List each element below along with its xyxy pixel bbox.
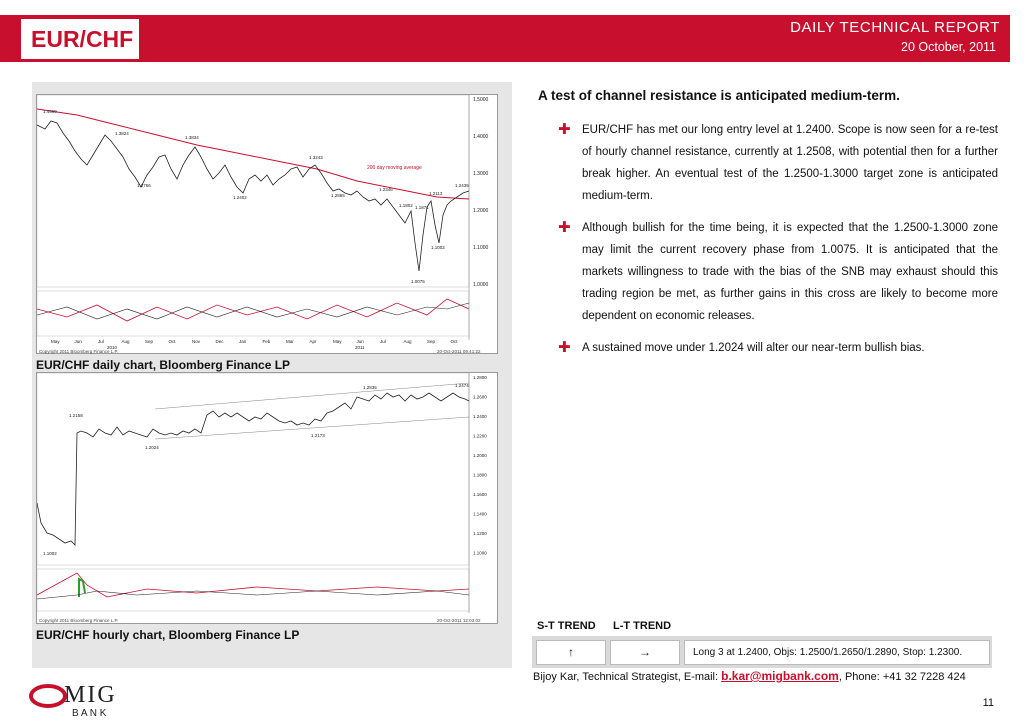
- daily-x-tick: Oct: [168, 339, 176, 344]
- daily-y-tick: 1.3000: [473, 171, 489, 177]
- daily-y-tick: 1.2000: [473, 208, 489, 214]
- report-date: 20 October, 2011: [901, 40, 996, 54]
- daily-y-tick: 1.0000: [473, 282, 489, 288]
- daily-annotation: 1.4569: [43, 109, 57, 114]
- lt-trend-right-arrow-icon: →: [610, 640, 680, 665]
- daily-annotation: 1.2402: [233, 195, 247, 200]
- hourly-chart-caption: EUR/CHF hourly chart, Bloomberg Finance LP: [36, 628, 300, 642]
- daily-chart-svg: [37, 95, 499, 355]
- daily-x-tick: Sep: [145, 339, 154, 344]
- hourly-y-tick: 1.2400: [473, 414, 487, 419]
- daily-annotation: 1.2346: [379, 187, 393, 192]
- logo-mig-text: MIG: [64, 682, 117, 708]
- lt-trend-label: L-T TREND: [613, 620, 672, 632]
- daily-x-tick: Jul: [98, 339, 104, 344]
- mig-bank-logo: [28, 676, 148, 720]
- daily-x-tick: Feb: [262, 339, 271, 344]
- mig-bank-logo-svg: [28, 676, 148, 720]
- daily-x-tick: Aug: [121, 339, 130, 344]
- daily-annotation: 1.1871: [415, 205, 429, 210]
- daily-annotation: 1.2113: [429, 191, 443, 196]
- hourly-y-tick: 1.1400: [473, 511, 487, 517]
- trade-recommendation: Long 3 at 1.2400, Objs: 1.2500/1.2650/1.2890, Stop: 1.2300.: [684, 640, 990, 665]
- bullet-text: Although bullish for the time being, it is expected that the 1.2500-1.3000 zone may limit the current recovery phase from 1.0075. It is anticipated that the markets willingness to trade with the bias of the SNB may exhaust should this trading region be met, as further gains in this cross are likely to become more dependent on economic releases.: [582, 222, 998, 322]
- hourly-annotation: 1.2024: [145, 445, 159, 450]
- daily-x-year: 2010: [107, 345, 118, 350]
- daily-chart: [36, 94, 498, 354]
- analysis-bullets: [558, 119, 998, 369]
- red-cross-icon: ✚: [558, 339, 571, 356]
- daily-annotation: 1.1802: [399, 203, 413, 208]
- daily-x-tick: May: [51, 339, 60, 344]
- daily-chart-caption: EUR/CHF daily chart, Bloomberg Finance LP: [36, 358, 291, 372]
- page-number: 11: [982, 697, 994, 709]
- st-trend-up-arrow-icon: ↑: [536, 640, 606, 665]
- daily-y-tick: 1.4000: [473, 134, 489, 140]
- hourly-annotation: 1.2173: [311, 433, 325, 438]
- hourly-copyright: Copyright 2011 Bloomberg Finance L.P.: [39, 618, 119, 623]
- hourly-annotation: 1.2474: [455, 383, 469, 388]
- daily-x-tick: Jun: [74, 339, 82, 344]
- hourly-y-tick: 1.2800: [473, 375, 487, 380]
- contact-email-link[interactable]: b.kar@migbank.com: [721, 669, 839, 683]
- currency-pair-title: EUR/CHF: [31, 26, 134, 52]
- hourly-y-tick: 1.2600: [473, 394, 487, 400]
- hourly-y-tick: 1.1600: [473, 492, 487, 497]
- hourly-annotation: 1.2158: [69, 413, 83, 418]
- daily-annotation: 1.2766: [137, 183, 151, 188]
- contact-prefix: Bijoy Kar, Technical Strategist, E-mail:: [533, 671, 722, 683]
- hourly-chart: [36, 372, 498, 624]
- daily-annotation: 1.3243: [309, 155, 323, 160]
- daily-y-tick: 1.1000: [473, 245, 489, 251]
- currency-pair-box: [20, 18, 140, 60]
- analysis-bullet: [558, 337, 998, 359]
- daily-annotation: 1.3834: [185, 135, 199, 140]
- daily-x-tick: Mar: [286, 339, 294, 344]
- hourly-annotation: 1.1002: [43, 551, 57, 556]
- daily-x-tick: Jun: [356, 339, 364, 344]
- daily-x-tick: Sep: [427, 339, 436, 344]
- bullet-text: A sustained move under 1.2024 will alter our near-term bullish bias.: [582, 342, 925, 354]
- analysis-bullet: [558, 217, 998, 327]
- daily-x-tick: Aug: [403, 339, 412, 344]
- hourly-y-tick: 1.1000: [473, 550, 487, 556]
- contact-suffix: , Phone: +41 32 7228 424: [838, 671, 966, 683]
- bullet-text: EUR/CHF has met our long entry level at 1.2400. Scope is now seen for a re-test of hourly channel resistance, currently at 1.2508, with potential then for a further break higher. An eventual test of the 1.2500-1.3000 target zone is anticipated medium-term.: [582, 124, 998, 202]
- daily-x-tick: Jul: [380, 339, 386, 344]
- daily-annotation: 1.2435: [455, 183, 469, 188]
- daily-annotation: 1.1002: [431, 245, 445, 250]
- logo-bank-text: B A N K: [72, 708, 107, 719]
- daily-x-tick: Nov: [192, 339, 201, 344]
- daily-annotation: 1.2865: [331, 193, 345, 198]
- daily-copyright: Copyright 2011 Bloomberg Finance L.P.: [39, 349, 119, 354]
- daily-annotation: 1.3824: [115, 131, 129, 136]
- hourly-chart-svg: [37, 373, 499, 625]
- hourly-y-tick: 1.1200: [473, 531, 487, 536]
- analysis-bullet: [558, 119, 998, 207]
- daily-y-tick: 1.5000: [473, 97, 489, 103]
- red-cross-icon: ✚: [558, 121, 571, 138]
- daily-x-tick: Dec: [215, 339, 224, 344]
- hourly-y-tick: 1.2200: [473, 433, 487, 439]
- analysis-headline: A test of channel resistance is anticipated medium-term.: [538, 88, 900, 103]
- red-cross-icon: ✚: [558, 219, 571, 236]
- daily-x-tick: May: [333, 339, 342, 344]
- hourly-stamp: 20-Oct-2011 12:03:02: [437, 618, 481, 623]
- contact-line: [533, 669, 966, 683]
- hourly-y-tick: 1.2000: [473, 453, 487, 458]
- daily-x-year: 2011: [355, 345, 365, 350]
- daily-x-tick: Apr: [309, 339, 317, 344]
- daily-x-tick: Oct: [450, 339, 458, 344]
- daily-stamp: 20-Oct-2011 09:41:22: [437, 349, 481, 354]
- hourly-annotation: 1.2835: [363, 385, 377, 390]
- daily-x-tick: Jan: [239, 339, 247, 344]
- st-trend-label: S-T TREND: [537, 620, 596, 632]
- daily-annotation: 1.0075: [411, 279, 425, 284]
- hourly-y-tick: 1.1800: [473, 472, 487, 478]
- daily-ma-label: 200 day moving average: [367, 165, 422, 171]
- report-title: DAILY TECHNICAL REPORT: [790, 19, 1000, 36]
